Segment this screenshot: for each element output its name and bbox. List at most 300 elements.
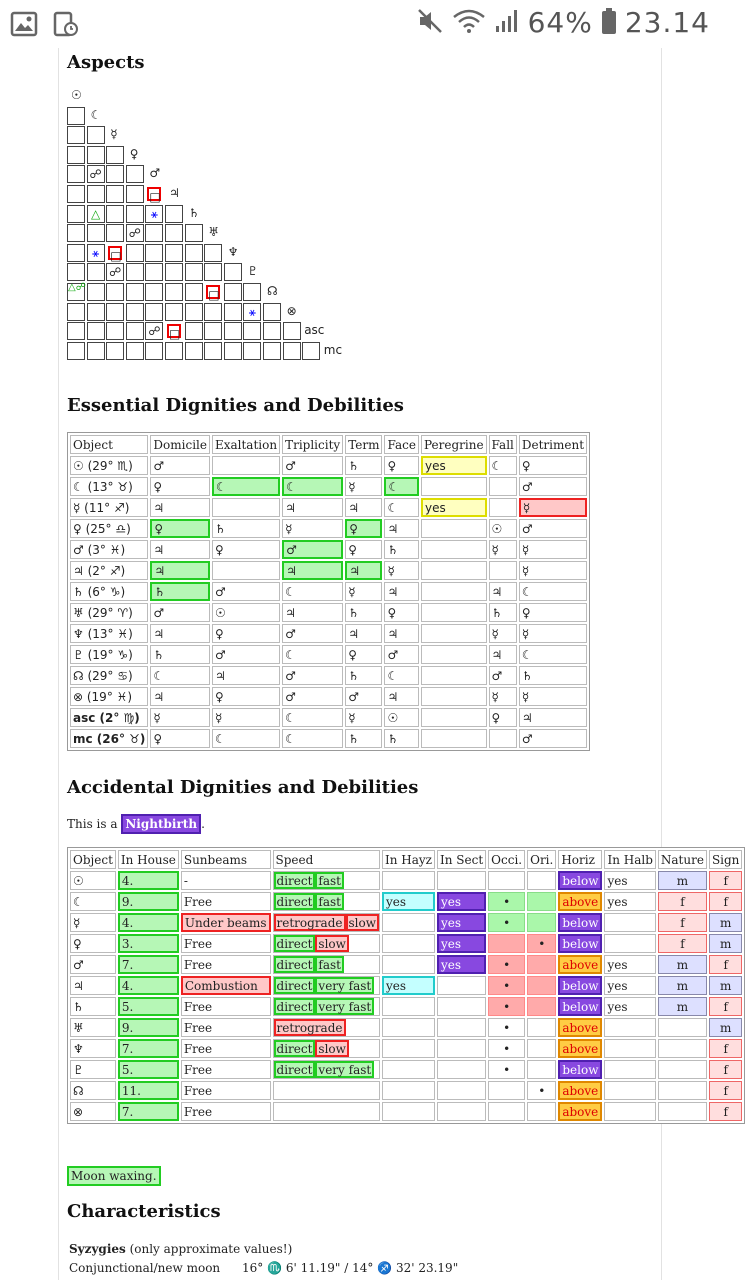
aspect-cell bbox=[106, 342, 124, 360]
oriental-cell bbox=[527, 913, 556, 932]
essential-cell bbox=[421, 666, 487, 685]
speed-tag: fast bbox=[315, 872, 344, 889]
essential-row bbox=[70, 603, 587, 622]
essential-cell bbox=[489, 729, 517, 748]
speed-tag: fast bbox=[315, 956, 344, 973]
essential-cell: ☾ bbox=[519, 645, 587, 664]
accidental-header: In Halb bbox=[604, 850, 655, 869]
essential-cell: ☉ bbox=[489, 519, 517, 538]
aspect-label[interactable]: ♇ bbox=[247, 264, 259, 279]
oriental-cell bbox=[527, 1102, 556, 1121]
object-cell: ☿ bbox=[70, 913, 116, 932]
sunbeams-cell: Combustion bbox=[181, 976, 271, 995]
aspect-cell bbox=[126, 185, 144, 203]
essential-cell: ☉ (29° ♏) bbox=[70, 456, 148, 475]
hayz-cell bbox=[382, 934, 435, 953]
essential-cell: ♀ bbox=[519, 456, 587, 475]
birth-note-end: . bbox=[201, 817, 205, 831]
object-cell: ♄ bbox=[70, 997, 116, 1016]
accidental-row bbox=[70, 913, 742, 932]
essential-cell bbox=[421, 687, 487, 706]
hayz-cell bbox=[382, 955, 435, 974]
object-cell: ♃ bbox=[70, 976, 116, 995]
occidental-cell: • bbox=[488, 997, 525, 1016]
conjunction-label: Conjunctional/new moon bbox=[69, 1261, 221, 1275]
speed-tag: direct bbox=[274, 956, 316, 973]
essential-cell: ♆ (13° ♓) bbox=[70, 624, 148, 643]
accidental-row bbox=[70, 1039, 742, 1058]
essential-row bbox=[70, 540, 587, 559]
essential-cell: asc (2° ♍) bbox=[70, 708, 148, 727]
aspect-cell bbox=[165, 263, 183, 281]
aspect-label[interactable]: ♄ bbox=[188, 205, 200, 220]
syzygies-line bbox=[69, 1242, 292, 1256]
nature-cell: f bbox=[658, 892, 707, 911]
aspect-cell bbox=[126, 165, 144, 183]
horizon-cell: above bbox=[558, 1102, 602, 1121]
sect-cell bbox=[437, 997, 486, 1016]
essential-row bbox=[70, 498, 587, 517]
accidental-row bbox=[70, 1018, 742, 1037]
aspect-cell: □ bbox=[167, 324, 181, 338]
sunbeams-cell: Free bbox=[181, 892, 271, 911]
aspect-cell bbox=[67, 244, 85, 262]
aspect-cell bbox=[283, 322, 301, 340]
house-cell: 3. bbox=[118, 934, 179, 953]
aspect-cell bbox=[126, 342, 144, 360]
aspect-cell bbox=[87, 322, 105, 340]
speed-cell bbox=[273, 1102, 380, 1121]
essential-cell: ♄ bbox=[212, 519, 280, 538]
essential-row bbox=[70, 477, 587, 496]
speed-cell bbox=[273, 1039, 380, 1058]
horizon-cell: below bbox=[558, 976, 602, 995]
essential-cell: ♂ bbox=[519, 477, 587, 496]
speed-tag: very fast bbox=[315, 998, 374, 1015]
essential-cell: ♂ bbox=[519, 519, 587, 538]
essential-cell: ☾ bbox=[282, 729, 343, 748]
object-cell: ♆ bbox=[70, 1039, 116, 1058]
essential-header: Face bbox=[384, 435, 419, 454]
object-cell: ♇ bbox=[70, 1060, 116, 1079]
aspect-cell bbox=[67, 126, 85, 144]
essential-cell: ☾ bbox=[282, 645, 343, 664]
occidental-cell: • bbox=[488, 913, 525, 932]
essential-cell: ☾ bbox=[519, 582, 587, 601]
essential-cell bbox=[421, 603, 487, 622]
speed-tag: direct bbox=[274, 998, 316, 1015]
house-cell: 7. bbox=[118, 1039, 179, 1058]
aspect-cell bbox=[106, 283, 124, 301]
house-cell: 11. bbox=[118, 1081, 179, 1100]
halb-cell bbox=[604, 934, 655, 953]
halb-cell bbox=[604, 1102, 655, 1121]
aspect-cell bbox=[302, 342, 320, 360]
essential-cell: ♀ bbox=[489, 708, 517, 727]
speed-tag: direct bbox=[274, 893, 316, 910]
aspect-cell bbox=[67, 342, 85, 360]
essential-cell bbox=[421, 477, 487, 496]
hayz-cell: yes bbox=[382, 892, 435, 911]
oriental-cell bbox=[527, 997, 556, 1016]
sunbeams-cell: Free bbox=[181, 934, 271, 953]
essential-cell: ☿ bbox=[150, 708, 210, 727]
essential-cell: ♃ bbox=[282, 561, 343, 580]
essential-cell: yes bbox=[421, 498, 487, 517]
aspect-label[interactable]: asc bbox=[304, 323, 325, 338]
essential-cell: ♃ bbox=[150, 687, 210, 706]
mute-icon bbox=[416, 7, 444, 39]
house-cell: 9. bbox=[118, 892, 179, 911]
essential-cell: ♃ bbox=[212, 666, 280, 685]
aspect-cell: ⚹ bbox=[243, 303, 261, 321]
accidental-row bbox=[70, 1102, 742, 1121]
halb-cell: yes bbox=[604, 976, 655, 995]
aspect-cell: □ bbox=[206, 285, 220, 299]
essential-cell bbox=[421, 540, 487, 559]
accidental-header: Horiz bbox=[558, 850, 602, 869]
accidental-row bbox=[70, 1081, 742, 1100]
essential-cell: ☿ bbox=[519, 561, 587, 580]
essential-row bbox=[70, 456, 587, 475]
aspect-label[interactable]: ⊗ bbox=[286, 303, 297, 318]
oriental-cell bbox=[527, 955, 556, 974]
aspect-cell bbox=[185, 244, 203, 262]
accidental-row bbox=[70, 955, 742, 974]
aspect-cell bbox=[145, 283, 163, 301]
aspect-cell bbox=[145, 263, 163, 281]
essential-cell: ♀ bbox=[150, 477, 210, 496]
accidental-row bbox=[70, 997, 742, 1016]
oriental-cell bbox=[527, 976, 556, 995]
aspect-cell bbox=[126, 244, 144, 262]
halb-cell: yes bbox=[604, 892, 655, 911]
essential-table bbox=[68, 433, 589, 750]
essential-cell: ♀ bbox=[212, 687, 280, 706]
essential-cell: ♃ bbox=[384, 624, 419, 643]
essential-cell: ♄ bbox=[345, 729, 382, 748]
object-cell: ⊗ bbox=[70, 1102, 116, 1121]
aspect-label[interactable]: ♆ bbox=[227, 244, 239, 259]
characteristics-heading: Characteristics bbox=[67, 1201, 221, 1222]
horizon-cell: below bbox=[558, 997, 602, 1016]
essential-cell: ♀ bbox=[384, 456, 419, 475]
aspect-cell bbox=[243, 283, 261, 301]
aspect-cell bbox=[106, 322, 124, 340]
speed-tag: direct bbox=[274, 1061, 316, 1078]
speed-cell bbox=[273, 871, 380, 890]
aspect-cell bbox=[106, 146, 124, 164]
oriental-cell bbox=[527, 892, 556, 911]
aspect-cell: ☍ bbox=[87, 165, 105, 183]
essential-row bbox=[70, 624, 587, 643]
aspect-label[interactable]: ☉ bbox=[71, 88, 82, 102]
speed-tag: direct bbox=[274, 977, 316, 994]
aspect-cell bbox=[67, 165, 85, 183]
essential-cell: ♃ bbox=[282, 498, 343, 517]
hayz-cell bbox=[382, 1081, 435, 1100]
essential-cell: ♄ bbox=[384, 729, 419, 748]
essential-cell: ☾ bbox=[489, 456, 517, 475]
aspect-label[interactable]: ☾ bbox=[90, 107, 102, 122]
aspect-cell bbox=[263, 303, 281, 321]
essential-cell bbox=[421, 624, 487, 643]
essential-cell: ♃ bbox=[150, 561, 210, 580]
clock: 23.14 bbox=[624, 6, 710, 39]
essential-cell: ☿ bbox=[282, 519, 343, 538]
halb-cell bbox=[604, 1060, 655, 1079]
essential-cell: ☿ bbox=[489, 687, 517, 706]
essential-cell: ☿ bbox=[345, 708, 382, 727]
essential-cell: ♃ bbox=[150, 624, 210, 643]
aspect-cell bbox=[87, 224, 105, 242]
aspect-cell bbox=[145, 303, 163, 321]
sunbeams-cell: Free bbox=[181, 955, 271, 974]
essential-cell: ♀ bbox=[384, 603, 419, 622]
essential-cell: ☿ bbox=[519, 687, 587, 706]
essential-cell: ☿ bbox=[384, 561, 419, 580]
house-cell: 4. bbox=[118, 976, 179, 995]
accidental-header: Sign bbox=[709, 850, 742, 869]
essential-cell: ⊗ (19° ♓) bbox=[70, 687, 148, 706]
hayz-cell bbox=[382, 997, 435, 1016]
essential-row bbox=[70, 729, 587, 748]
nature-cell bbox=[658, 1060, 707, 1079]
essential-cell: ♃ (2° ♐) bbox=[70, 561, 148, 580]
house-cell: 4. bbox=[118, 871, 179, 890]
sunbeams-cell: Free bbox=[181, 1039, 271, 1058]
essential-cell bbox=[212, 456, 280, 475]
oriental-cell bbox=[527, 871, 556, 890]
aspect-cell bbox=[204, 263, 222, 281]
accidental-header: Nature bbox=[658, 850, 707, 869]
essential-cell: ☾ bbox=[384, 477, 419, 496]
sign-cell: m bbox=[709, 976, 742, 995]
aspect-cell bbox=[67, 205, 85, 223]
speed-tag: very fast bbox=[315, 1061, 374, 1078]
essential-cell: ♄ (6° ♑) bbox=[70, 582, 148, 601]
essential-cell bbox=[489, 561, 517, 580]
essential-header: Fall bbox=[489, 435, 517, 454]
house-cell: 5. bbox=[118, 1060, 179, 1079]
aspect-label[interactable]: ♂ bbox=[149, 166, 161, 181]
aspect-label[interactable]: ☊ bbox=[267, 284, 278, 298]
hayz-cell bbox=[382, 1102, 435, 1121]
essential-cell: ☾ bbox=[150, 666, 210, 685]
essential-cell: ♂ bbox=[489, 666, 517, 685]
aspect-cell bbox=[87, 146, 105, 164]
sect-cell bbox=[437, 1081, 486, 1100]
aspect-cell bbox=[165, 205, 183, 223]
essential-cell: ♃ bbox=[345, 624, 382, 643]
essential-cell: ☾ bbox=[282, 477, 343, 496]
aspect-cell bbox=[126, 303, 144, 321]
birth-note bbox=[67, 814, 205, 834]
essential-cell: ☿ bbox=[519, 540, 587, 559]
essential-cell: ♀ bbox=[150, 729, 210, 748]
conjunction-value: 16° ♏ 6' 11.19" / 14° ♐ 32' 23.19" bbox=[241, 1261, 459, 1275]
essential-cell: ☉ bbox=[212, 603, 280, 622]
essential-cell: ♃ bbox=[384, 687, 419, 706]
aspect-cell bbox=[263, 342, 281, 360]
essential-cell: ♀ bbox=[212, 540, 280, 559]
house-cell: 4. bbox=[118, 913, 179, 932]
aspect-cell: ☍ bbox=[106, 263, 124, 281]
oriental-cell bbox=[527, 1060, 556, 1079]
aspect-cell bbox=[67, 322, 85, 340]
essential-cell: ☿ bbox=[519, 498, 587, 517]
speed-cell bbox=[273, 892, 380, 911]
sect-cell: yes bbox=[437, 913, 486, 932]
accidental-header: Ori. bbox=[527, 850, 556, 869]
aspect-label[interactable]: mc bbox=[323, 342, 343, 357]
essential-cell: ♃ bbox=[150, 540, 210, 559]
speed-cell bbox=[273, 913, 380, 932]
oriental-cell bbox=[527, 1039, 556, 1058]
essential-cell: ♄ bbox=[384, 540, 419, 559]
essential-cell bbox=[421, 582, 487, 601]
essential-cell: ♃ bbox=[384, 519, 419, 538]
hayz-cell bbox=[382, 871, 435, 890]
sign-cell: m bbox=[709, 1018, 742, 1037]
aspect-cell: ☍ bbox=[126, 224, 144, 242]
accidental-header: In Hayz bbox=[382, 850, 435, 869]
essential-cell: ♂ bbox=[282, 624, 343, 643]
essential-cell: ♄ bbox=[519, 666, 587, 685]
speed-cell bbox=[273, 1060, 380, 1079]
hayz-cell bbox=[382, 1039, 435, 1058]
accidental-row bbox=[70, 934, 742, 953]
nature-cell: f bbox=[658, 913, 707, 932]
sunbeams-cell: Free bbox=[181, 1081, 271, 1100]
aspect-cell bbox=[126, 205, 144, 223]
horizon-cell: above bbox=[558, 892, 602, 911]
halb-cell: yes bbox=[604, 871, 655, 890]
aspect-cell bbox=[224, 263, 242, 281]
occidental-cell: • bbox=[488, 1039, 525, 1058]
object-cell: ☉ bbox=[70, 871, 116, 890]
aspect-cell bbox=[204, 244, 222, 262]
aspect-cell: △☍ bbox=[67, 283, 85, 301]
aspect-cell bbox=[224, 342, 242, 360]
essential-cell: ☿ (11° ♐) bbox=[70, 498, 148, 517]
occidental-cell bbox=[488, 1102, 525, 1121]
aspect-cell bbox=[87, 303, 105, 321]
essential-cell: ☿ bbox=[519, 624, 587, 643]
nature-cell: f bbox=[658, 934, 707, 953]
speed-tag: very fast bbox=[315, 977, 374, 994]
essential-cell: ☾ bbox=[282, 582, 343, 601]
aspect-label[interactable]: ♀ bbox=[129, 146, 139, 161]
sign-cell: f bbox=[709, 1081, 742, 1100]
aspect-cell bbox=[67, 303, 85, 321]
halb-cell bbox=[604, 1081, 655, 1100]
aspect-cell: ☍ bbox=[145, 322, 163, 340]
horizon-cell: below bbox=[558, 934, 602, 953]
hayz-cell bbox=[382, 913, 435, 932]
essential-cell: ☊ (29° ♋) bbox=[70, 666, 148, 685]
accidental-table bbox=[68, 848, 744, 1123]
battery-icon bbox=[601, 7, 617, 39]
aspect-cell bbox=[224, 322, 242, 340]
aspect-cell bbox=[185, 342, 203, 360]
nightbirth-badge: Nightbirth bbox=[121, 814, 201, 834]
moon-phase-badge: Moon waxing. bbox=[67, 1166, 161, 1186]
aspect-cell bbox=[67, 224, 85, 242]
essential-row bbox=[70, 708, 587, 727]
aspect-cell bbox=[204, 322, 222, 340]
accidental-heading: Accidental Dignities and Debilities bbox=[67, 777, 419, 798]
oriental-cell: • bbox=[527, 1081, 556, 1100]
accidental-header: In Sect bbox=[437, 850, 486, 869]
essential-cell: ♂ bbox=[282, 456, 343, 475]
aspect-cell bbox=[185, 303, 203, 321]
accidental-row bbox=[70, 1060, 742, 1079]
aspect-cell bbox=[67, 185, 85, 203]
aspect-cell: ⚹ bbox=[145, 205, 163, 223]
nature-cell: m bbox=[658, 871, 707, 890]
essential-table-wrap bbox=[67, 432, 590, 751]
essential-cell: ♃ bbox=[345, 561, 382, 580]
object-cell: ♀ bbox=[70, 934, 116, 953]
essential-cell: ☾ bbox=[282, 708, 343, 727]
aspect-cell bbox=[145, 244, 163, 262]
essential-cell bbox=[489, 477, 517, 496]
hayz-cell bbox=[382, 1060, 435, 1079]
essential-cell bbox=[421, 519, 487, 538]
aspect-label[interactable]: ☿ bbox=[110, 127, 118, 142]
speed-tag: retrograde bbox=[274, 1019, 346, 1036]
occidental-cell: • bbox=[488, 955, 525, 974]
sect-cell bbox=[437, 1018, 486, 1037]
nature-cell: m bbox=[658, 997, 707, 1016]
aspect-cell bbox=[126, 322, 144, 340]
sign-cell: f bbox=[709, 892, 742, 911]
accidental-table-wrap bbox=[67, 847, 745, 1124]
aspect-cell bbox=[87, 185, 105, 203]
accidental-row bbox=[70, 892, 742, 911]
aspect-cell bbox=[87, 126, 105, 144]
essential-header: Term bbox=[345, 435, 382, 454]
syzygies-note: (only approximate values!) bbox=[125, 1242, 293, 1256]
essential-cell: ♄ bbox=[345, 603, 382, 622]
occidental-cell: • bbox=[488, 1018, 525, 1037]
aspect-label[interactable]: ♃ bbox=[169, 186, 180, 200]
essential-row bbox=[70, 687, 587, 706]
occidental-cell bbox=[488, 871, 525, 890]
speed-cell bbox=[273, 976, 380, 995]
sign-cell: f bbox=[709, 955, 742, 974]
halb-cell: yes bbox=[604, 955, 655, 974]
nature-cell: m bbox=[658, 955, 707, 974]
essential-cell: ♀ bbox=[150, 519, 210, 538]
essential-header: Domicile bbox=[150, 435, 210, 454]
essential-cell: ♃ bbox=[282, 603, 343, 622]
aspect-cell bbox=[283, 342, 301, 360]
aspect-label[interactable]: ♅ bbox=[208, 225, 219, 240]
sign-cell: f bbox=[709, 1102, 742, 1121]
sunbeams-cell: Free bbox=[181, 1018, 271, 1037]
essential-cell: ♅ (29° ♈) bbox=[70, 603, 148, 622]
occidental-cell bbox=[488, 934, 525, 953]
speed-tag: direct bbox=[274, 935, 316, 952]
halb-cell bbox=[604, 913, 655, 932]
essential-cell: ♂ bbox=[150, 456, 210, 475]
aspect-cell bbox=[106, 165, 124, 183]
essential-cell: ♄ bbox=[345, 456, 382, 475]
aspect-cell bbox=[243, 322, 261, 340]
aspect-cell bbox=[145, 342, 163, 360]
